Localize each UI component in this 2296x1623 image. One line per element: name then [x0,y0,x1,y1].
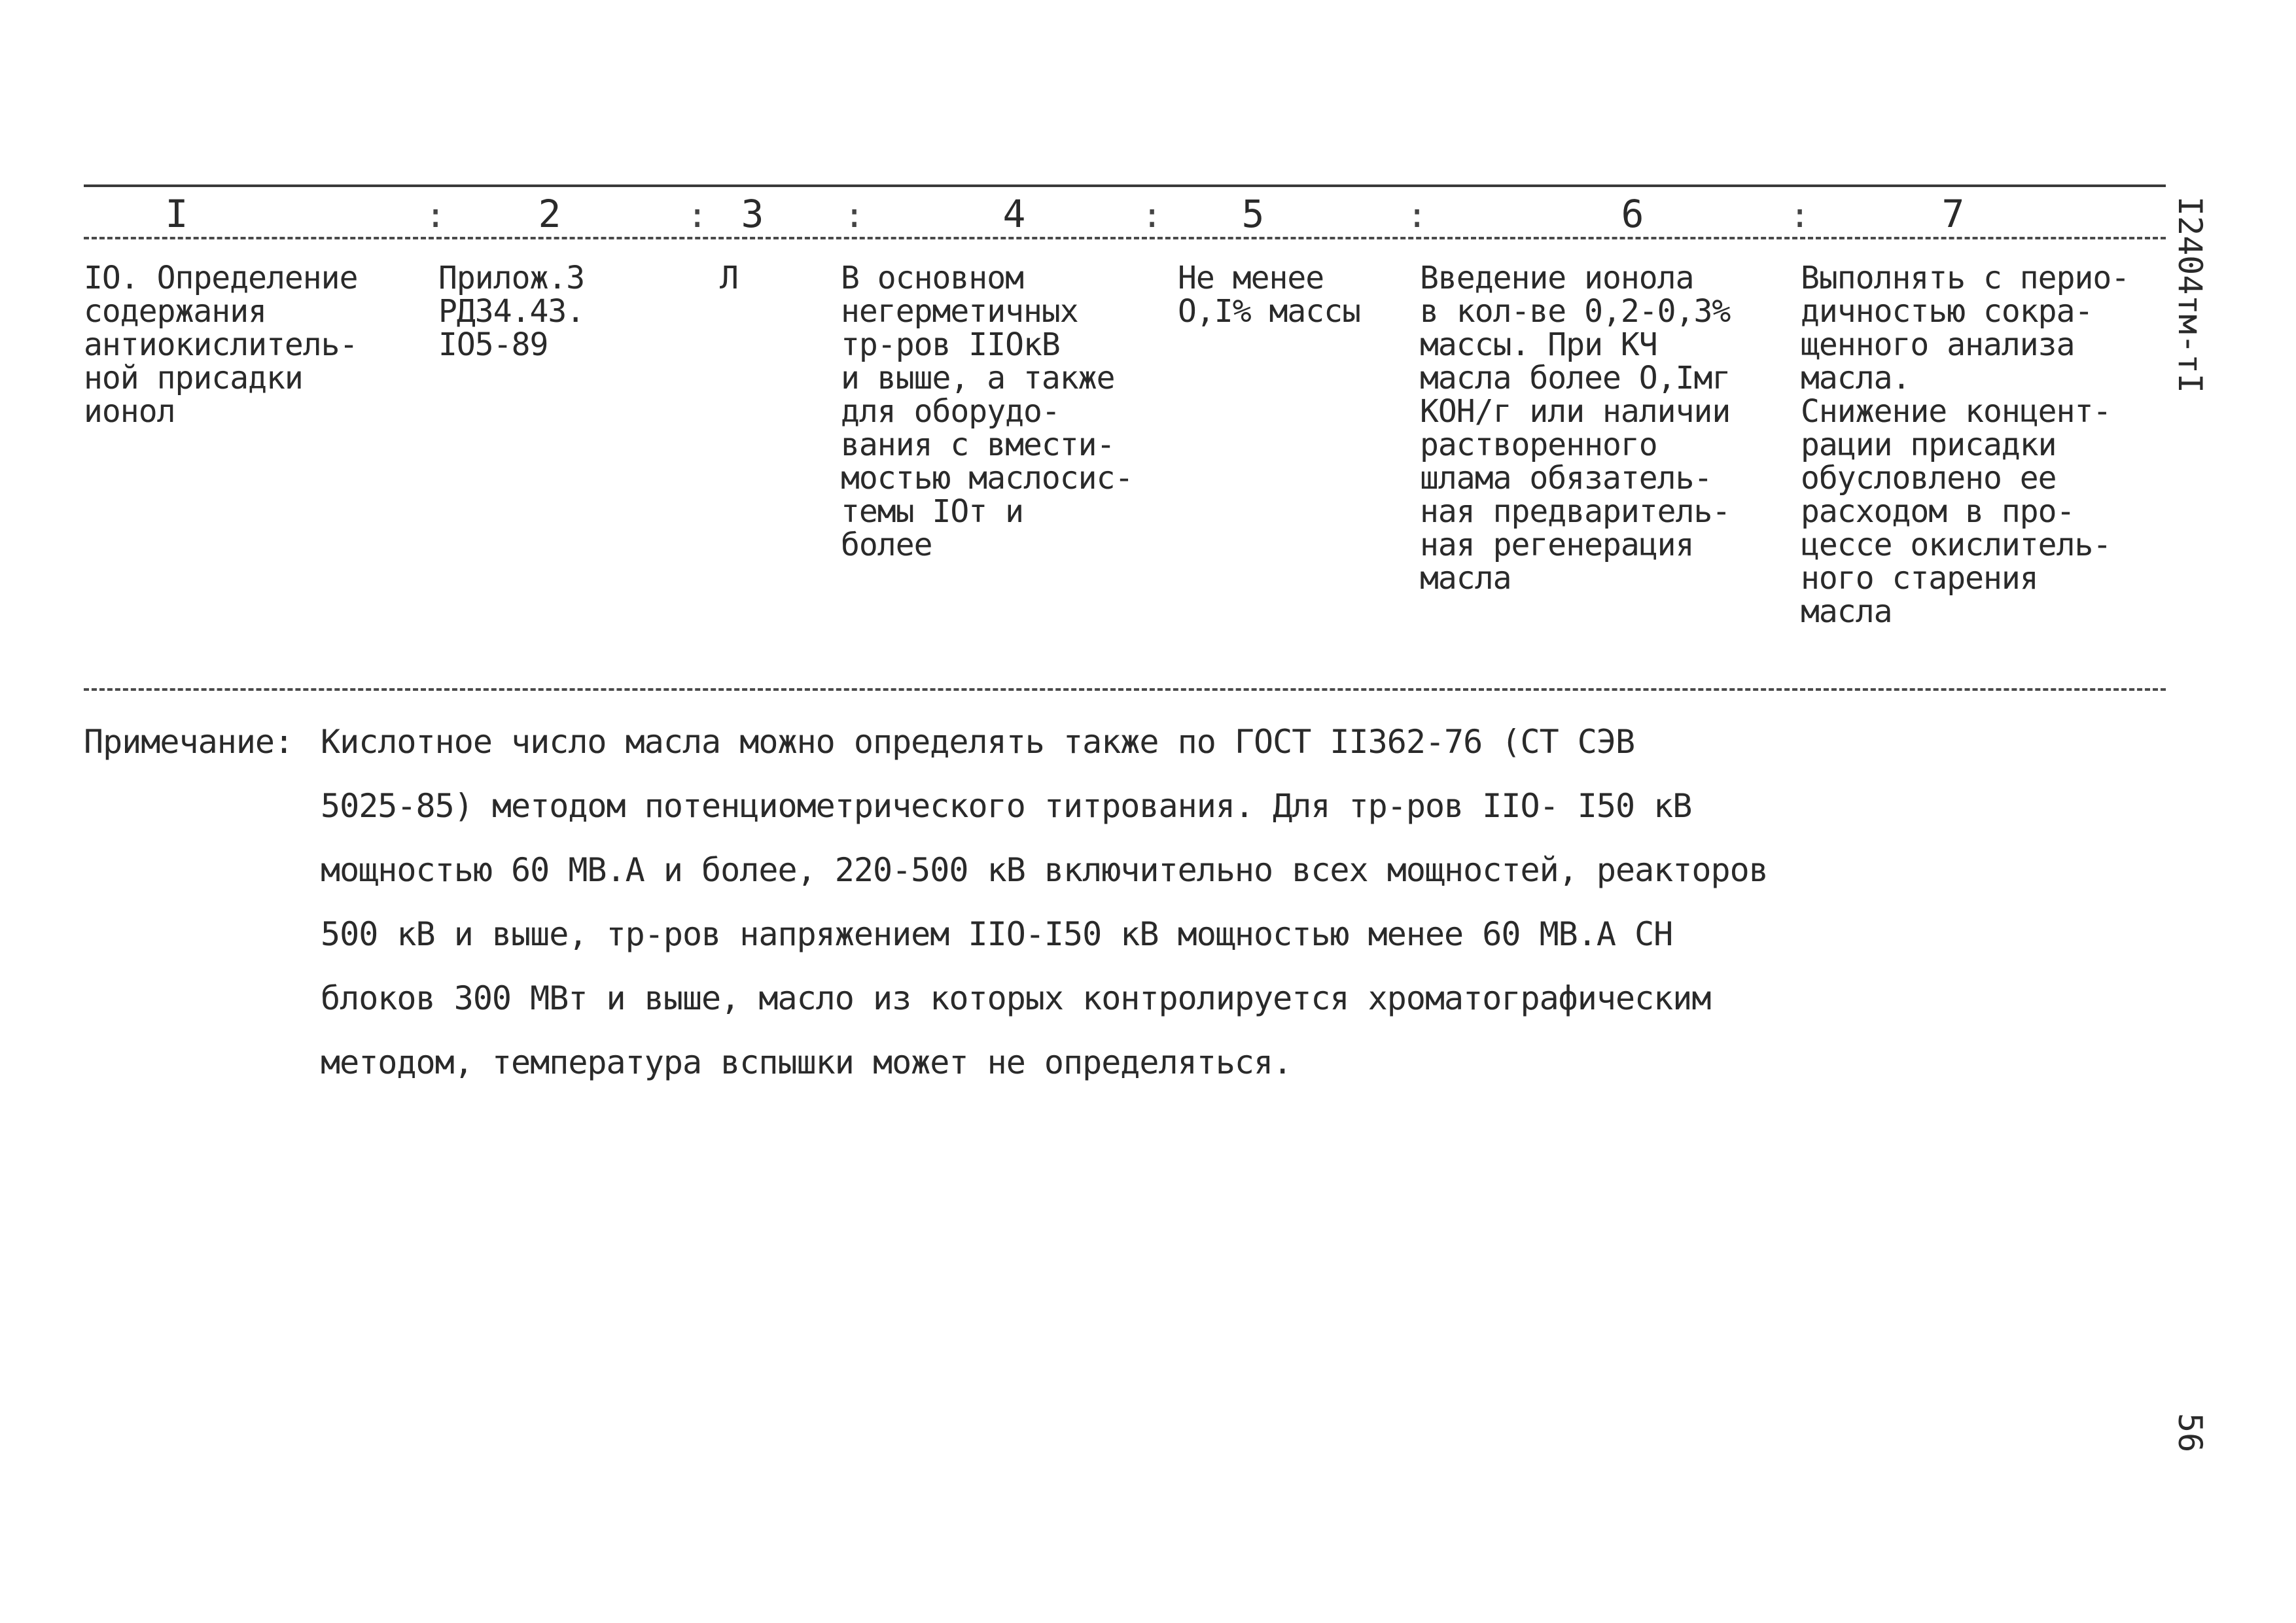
note-line-5: блоков 300 МВт и выше, масло из которых контролируется хроматографическим [321,979,1711,1017]
column-number-7: 7 [1941,192,1965,236]
table-header-rule [84,237,2166,239]
note-line-4: 500 кВ и выше, тр-ров напряжением IIO-I50 кВ мощностью менее 60 МВ.А СН [321,915,1673,953]
table-top-rule [84,184,2166,187]
cell-norm: Не менее O,I% массы [1178,260,1360,330]
cell-action: Введение ионола в кол-ве 0,2-0,3% массы. При КЧ масла более O,Iмг КОН/г или наличии растворенного шлама обязатель- ная предваритель- ная регенерация масла [1420,260,1731,597]
cell-scope: В основном негерметичных тр-ров IIOкВ и выше, а также для оборудо- вания с вмести- мостью маслосис- темы IOт и более [841,260,1133,563]
cell-remarks: Выполнять с перио- дичностью сокра- щенного анализа масла. Снижение концент- рации присадки обусловлено ее расходом в про- цессе окислитель- ного старения масла [1801,260,2130,630]
column-number-5: 5 [1241,192,1265,236]
column-number-4: 4 [1002,192,1026,236]
column-separator: : [425,196,446,236]
note-line-2: 5025-85) методом потенциометрического титрования. Для тр-ров IIO- I50 кВ [321,787,1692,825]
column-number-1: I [165,192,188,236]
cell-indicator-name: IO. Определение содержания антиокислитель- ной присадки ионол [84,260,358,430]
cell-category: Л [720,260,738,296]
column-number-6: 6 [1621,192,1644,236]
column-separator: : [1142,196,1163,236]
column-separator: : [844,196,865,236]
page-number: 56 [2171,1413,2209,1453]
note-label: Примечание: [84,723,294,761]
column-separator: : [1407,196,1428,236]
note-line-6: методом, температура вспышки может не определяться. [321,1043,1292,1081]
column-number-2: 2 [538,192,561,236]
column-separator: : [687,196,708,236]
table-bottom-rule [84,688,2166,691]
column-separator: : [1790,196,1810,236]
note-line-3: мощностью 60 МВ.А и более, 220-500 кВ включительно всех мощностей, реакторов [321,851,1768,889]
column-number-3: 3 [741,192,764,236]
note-line-1: Кислотное число масла можно определять также по ГОСТ II362-76 (СТ СЭВ [321,723,1635,761]
document-code: I2404тм-тI [2171,196,2209,394]
cell-method-reference: Прилож.3 РД34.43. IO5-89 [438,260,585,363]
